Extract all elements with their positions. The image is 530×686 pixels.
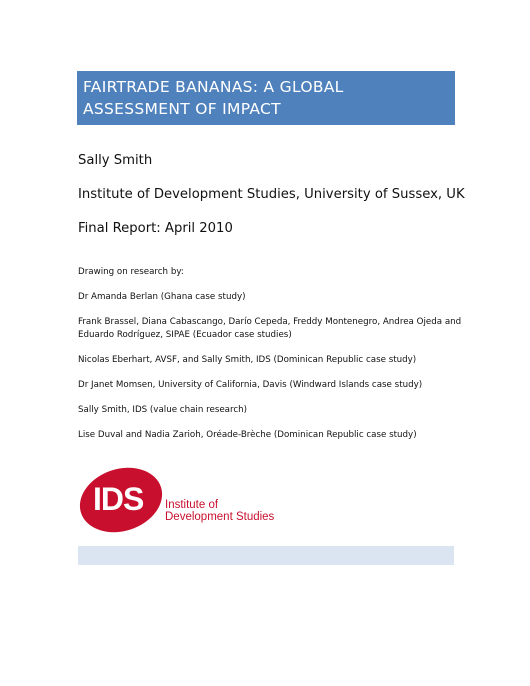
research-credits [78, 266, 468, 454]
footer-bar [78, 546, 454, 565]
institution: Institute of Development Studies, University of Sussex, UK [78, 187, 465, 202]
ids-logo-wordmark [165, 499, 274, 523]
contributor-item: Dr Janet Momsen, University of California, Davis (Windward Islands case study) [78, 380, 423, 390]
report-date: Final Report: April 2010 [78, 221, 233, 236]
ids-logo-mark [77, 462, 172, 534]
author-block [78, 151, 468, 253]
contributor-item: Sally Smith, IDS (value chain research) [78, 405, 248, 415]
contributor-item: Frank Brassel, Diana Cabascango, Darío Cepeda, Freddy Montenegro, Andrea Ojeda and Eduardo Rodríguez, SIPAE (Ecuador case studies) [78, 317, 462, 340]
title-banner [77, 71, 455, 125]
author-name: Sally Smith [78, 153, 153, 168]
contributor-item: Nicolas Eberhart, AVSF, and Sally Smith, IDS (Dominican Republic case study) [78, 355, 417, 365]
ids-logo-letters: IDS [93, 481, 144, 517]
ids-logo [77, 462, 267, 534]
research-intro: Drawing on research by: [78, 267, 184, 277]
logo-line1: Institute of [165, 499, 219, 511]
logo-line2: Development Studies [165, 511, 275, 523]
report-title: FAIRTRADE BANANAS: A GLOBAL ASSESSMENT OF IMPACT [83, 78, 344, 118]
contributor-item: Dr Amanda Berlan (Ghana case study) [78, 292, 246, 302]
contributor-item: Lise Duval and Nadia Zarioh, Oréade-Brèche (Dominican Republic case study) [78, 430, 417, 440]
